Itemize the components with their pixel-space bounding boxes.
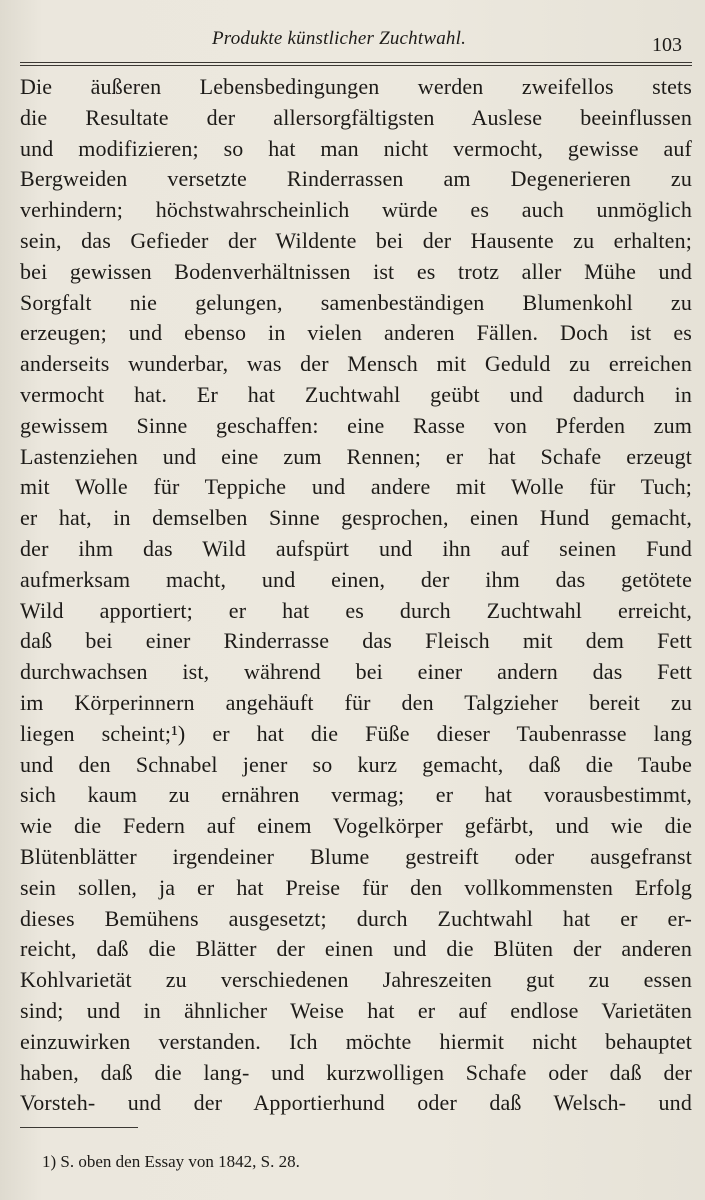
- footnote-rule: [20, 1127, 138, 1128]
- text-line: und modifizieren; so hat man nicht vermocht, gewisse auf: [20, 135, 692, 161]
- text-line: im Körperinnern angehäuft für den Talgzieher bereit zu: [20, 689, 692, 715]
- text-line: erzeugen; und ebenso in vielen anderen Fällen. Doch ist es: [20, 320, 692, 346]
- text-line: daß bei einer Rinderrasse das Fleisch mit dem Fett: [20, 628, 692, 654]
- body-paragraph: [20, 72, 692, 1119]
- text-line: Vorsteh- und der Apportierhund oder daß Welsch- und: [20, 1090, 692, 1116]
- text-line: dieses Bemühens ausgesetzt; durch Zuchtwahl hat er er-: [20, 905, 692, 931]
- footnote: 1) S. oben den Essay von 1842, S. 28.: [42, 1152, 300, 1171]
- text-line: anderseits wunderbar, was der Mensch mit Geduld zu erreichen: [20, 351, 692, 377]
- text-line: verhindern; höchstwahrscheinlich würde es auch unmöglich: [20, 197, 692, 223]
- text-line: haben, daß die lang- und kurzwolligen Schafe oder daß der: [20, 1059, 692, 1085]
- text-line: durchwachsen ist, während bei einer andern das Fett: [20, 659, 692, 685]
- text-line: bei gewissen Bodenverhältnissen ist es trotz aller Mühe und: [20, 258, 692, 284]
- text-line: einzuwirken verstanden. Ich möchte hiermit nicht behauptet: [20, 1028, 692, 1054]
- text-line: die Resultate der allersorgfältigsten Auslese beeinflussen: [20, 104, 692, 130]
- text-line: Blütenblätter irgendeiner Blume gestreift oder ausgefranst: [20, 843, 692, 869]
- text-line: mit Wolle für Teppiche und andere mit Wolle für Tuch;: [20, 474, 692, 500]
- text-line: wie die Federn auf einem Vogelkörper gefärbt, und wie die: [20, 813, 692, 839]
- running-head: [0, 22, 705, 62]
- text-line: vermocht hat. Er hat Zuchtwahl geübt und dadurch in: [20, 381, 692, 407]
- text-line: sein sollen, ja er hat Preise für den vollkommensten Erfolg: [20, 874, 692, 900]
- text-line: Sorgfalt nie gelungen, samenbeständigen Blumenkohl zu: [20, 289, 692, 315]
- text-line: er hat, in demselben Sinne gesprochen, einen Hund gemacht,: [20, 505, 692, 531]
- text-line: sich kaum zu ernähren vermag; er hat vorausbestimmt,: [20, 782, 692, 808]
- text-line: gewissem Sinne geschaffen: eine Rasse von Pferden zum: [20, 412, 692, 438]
- running-title: Produkte künstlicher Zuchtwahl.: [212, 28, 467, 49]
- text-line: sein, das Gefieder der Wildente bei der Hausente zu erhalten;: [20, 227, 692, 253]
- page-number: 103: [652, 34, 682, 56]
- text-line: aufmerksam macht, und einen, der ihm das getötete: [20, 566, 692, 592]
- text-line: Bergweiden versetzte Rinderrassen am Degenerieren zu: [20, 166, 692, 192]
- text-line: Kohlvarietät zu verschiedenen Jahreszeiten gut zu essen: [20, 967, 692, 993]
- text-line: der ihm das Wild aufspürt und ihn auf seinen Fund: [20, 535, 692, 561]
- text-line: Lastenziehen und eine zum Rennen; er hat Schafe erzeugt: [20, 443, 692, 469]
- text-line: Wild apportiert; er hat es durch Zuchtwahl erreicht,: [20, 597, 692, 623]
- header-rule: [20, 62, 692, 66]
- text-line: Die äußeren Lebensbedingungen werden zweifellos stets: [20, 74, 692, 99]
- text-line: reicht, daß die Blätter der einen und die Blüten der anderen: [20, 936, 692, 962]
- text-line: liegen scheint;¹) er hat die Füße dieser Taubenrasse lang: [20, 720, 692, 746]
- text-line: sind; und in ähnlicher Weise hat er auf endlose Varietäten: [20, 997, 692, 1023]
- text-line: und den Schnabel jener so kurz gemacht, daß die Taube: [20, 751, 692, 777]
